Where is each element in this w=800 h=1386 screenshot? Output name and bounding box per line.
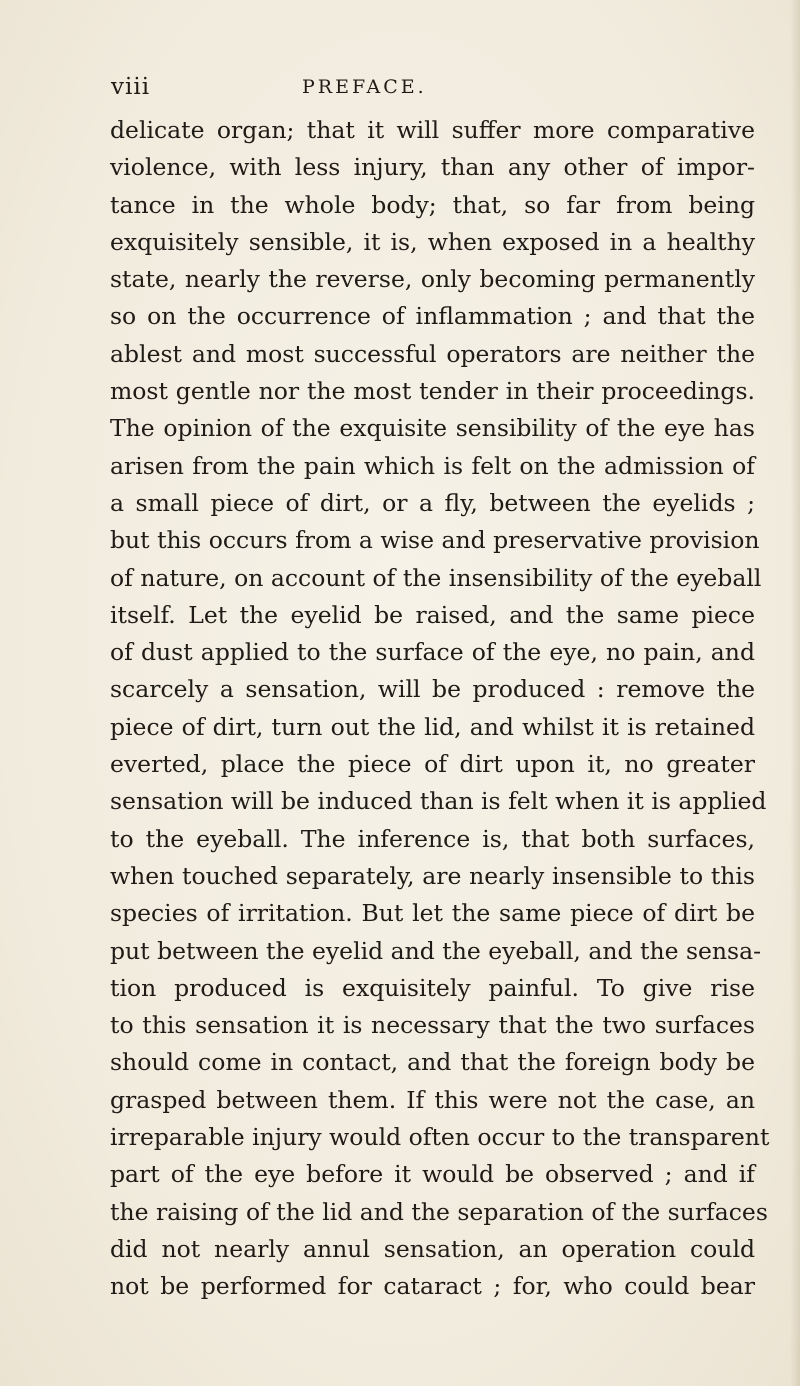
text-line: state, nearly the reverse, only becoming permanently — [110, 265, 755, 294]
page-number: viii — [111, 74, 151, 100]
body-text — [110, 112, 770, 1306]
text-line: exquisitely sensible, it is, when exposed in a healthy — [110, 227, 755, 256]
text-line: delicate organ; that it will suffer more comparative — [110, 116, 755, 144]
text-line: irreparable injury would often occur to the transparent — [110, 1123, 770, 1152]
text-line: arisen from the pain which is felt on the admission of — [110, 451, 755, 480]
text-line: part of the eye before it would be observed ; and if — [110, 1160, 755, 1189]
text-line: to the eyeball. The inference is, that both surfaces, — [110, 824, 755, 853]
text-line: ablest and most successful operators are neither the — [110, 339, 755, 368]
page-header — [0, 74, 800, 104]
text-line: not be performed for cataract ; for, who could bear — [110, 1272, 755, 1301]
text-line: put between the eyelid and the eyeball, and the sensa- — [110, 936, 762, 965]
text-line: sensation will be induced than is felt when it is applied — [110, 787, 767, 816]
page-edge-shadow — [790, 0, 800, 1386]
text-line: species of irritation. But let the same piece of dirt be — [110, 899, 755, 928]
text-line: tance in the whole body; that, so far from being — [110, 190, 755, 219]
text-line: when touched separately, are nearly insensible to this — [110, 861, 755, 890]
text-line: tion produced is exquisitely painful. To give rise — [110, 973, 755, 1002]
text-line: a small piece of dirt, or a fly, between the eyelids ; — [110, 488, 755, 517]
text-line: itself. Let the eyelid be raised, and the same piece — [110, 600, 755, 629]
text-line: grasped between them. If this were not the case, an — [110, 1085, 755, 1114]
text-line: everted, place the piece of dirt upon it, no greater — [110, 750, 755, 779]
text-line: violence, with less injury, than any other of impor- — [110, 153, 755, 182]
text-line: should come in contact, and that the foreign body be — [110, 1048, 755, 1077]
text-line: to this sensation it is necessary that the two surfaces — [110, 1011, 755, 1040]
text-line: The opinion of the exquisite sensibility of the eye has — [110, 414, 755, 443]
text-line: of dust applied to the surface of the eye, no pain, and — [110, 638, 755, 667]
text-line: piece of dirt, turn out the lid, and whilst it is retained — [110, 712, 755, 741]
text-line: of nature, on account of the insensibility of the eyeball — [110, 563, 762, 592]
text-line: so on the occurrence of inflammation ; and that the — [110, 302, 755, 331]
text-line: but this occurs from a wise and preservative provision — [110, 526, 760, 555]
text-line: the raising of the lid and the separation of the surfaces — [110, 1197, 768, 1226]
running-head: PREFACE. — [302, 76, 427, 98]
text-line: did not nearly annul sensation, an operation could — [110, 1234, 755, 1263]
text-line: scarcely a sensation, will be produced : remove the — [110, 675, 755, 704]
text-line: most gentle nor the most tender in their proceedings. — [110, 377, 755, 406]
